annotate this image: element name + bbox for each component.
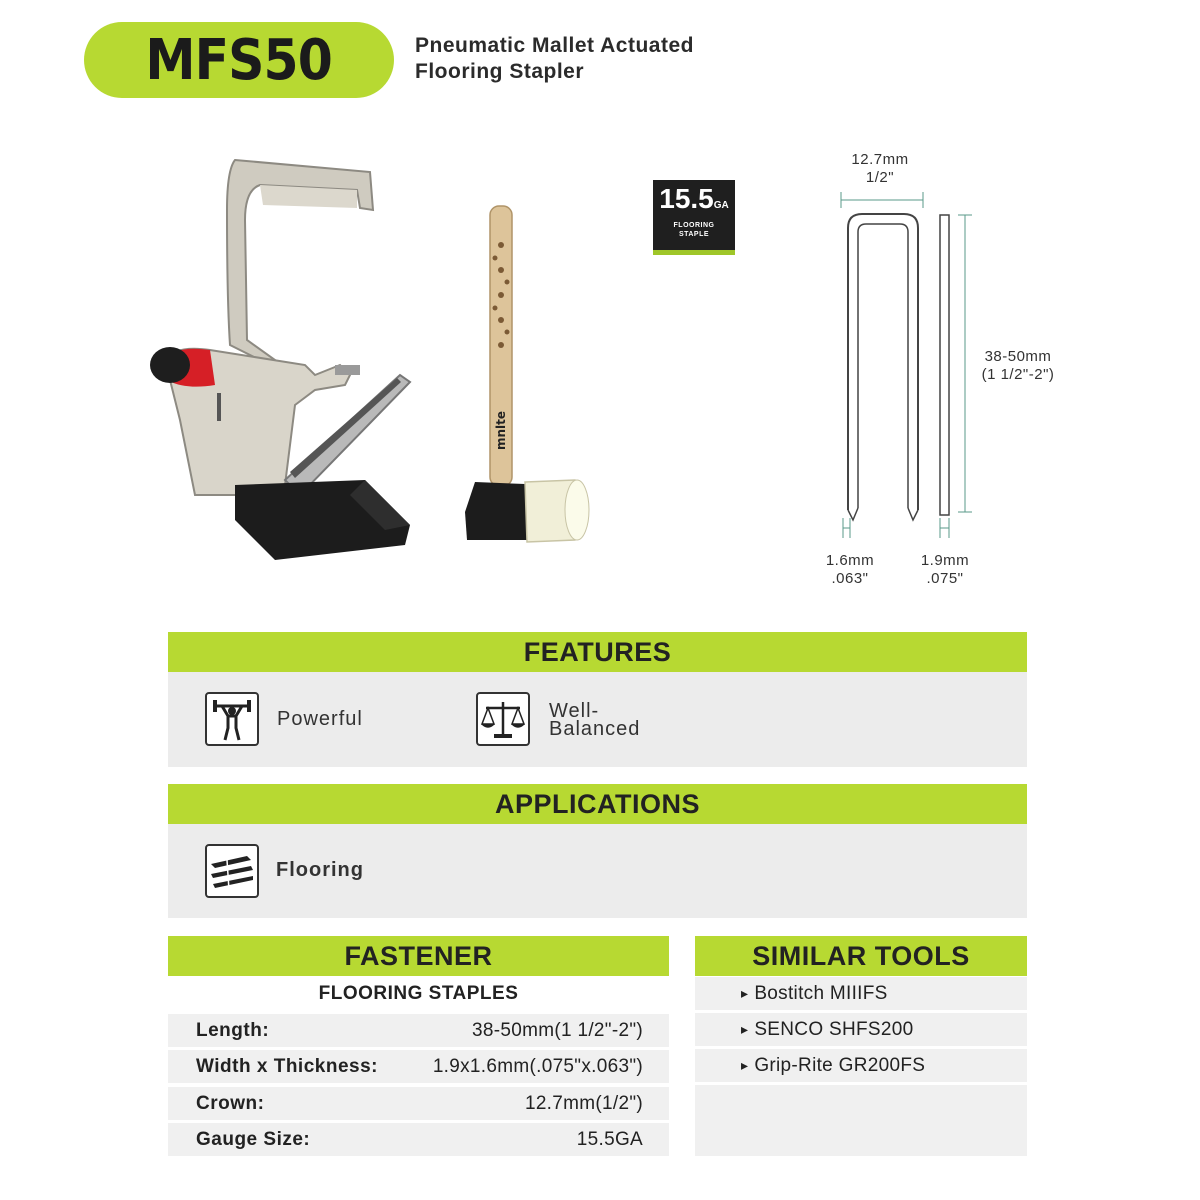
application-flooring-label: Flooring: [276, 859, 364, 881]
similar-tools-header: [695, 936, 1027, 976]
similar-tool-item: ▸ Grip-Rite GR200FS: [695, 1049, 1027, 1082]
similar-tools-title: SIMILAR TOOLS: [752, 940, 970, 971]
applications-header: [168, 784, 1027, 824]
gauge-line1: FLOORING: [673, 222, 715, 229]
similar-tool-item: ▸ Bostitch MIIIFS: [695, 977, 1027, 1010]
fastener-header: [168, 936, 669, 976]
gauge-line2: STAPLE: [678, 231, 710, 238]
flooring-planks-icon: [205, 844, 259, 898]
product-title-line2: Flooring Stapler: [415, 60, 585, 83]
feature-powerful-label: Powerful: [277, 708, 363, 730]
product-title: [415, 33, 795, 85]
mallet-brand-text: mnlte: [494, 410, 508, 450]
gauge-number: 15.5GA: [659, 183, 729, 214]
fastener-row-gauge: Gauge Size: 15.5GA: [168, 1123, 669, 1156]
fastener-type-label: FLOORING STAPLES: [318, 982, 519, 1004]
balance-scale-icon: [476, 692, 530, 746]
fastener-row-crown: Crown: 12.7mm(1/2"): [168, 1087, 669, 1120]
weightlifter-icon: [205, 692, 259, 746]
length-dimension-label: 38-50mm (1 1/2"-2"): [981, 348, 1055, 383]
product-title-line1: Pneumatic Mallet Actuated: [415, 34, 694, 57]
flooring-stapler-image: [135, 150, 425, 570]
features-header: [168, 632, 1027, 672]
similar-tools-empty-area: [695, 1085, 1027, 1156]
model-name: MFS50: [145, 27, 333, 93]
gauge-badge: [653, 180, 735, 255]
features-title: FEATURES: [523, 636, 672, 667]
fastener-row-width: Width x Thickness: 1.9x1.6mm(.075"x.063"): [168, 1050, 669, 1083]
width-dimension-label: 1.9mm .075": [920, 552, 970, 587]
fastener-row-length: Length: 38-50mm(1 1/2"-2"): [168, 1014, 669, 1047]
model-badge: [84, 22, 394, 98]
feature-balanced-label: Well- Balanced: [549, 700, 641, 740]
fastener-type: [168, 976, 669, 1011]
fastener-title: FASTENER: [344, 940, 493, 971]
similar-tool-item: ▸ SENCO SHFS200: [695, 1013, 1027, 1046]
rubber-mallet-image: [455, 200, 595, 550]
thickness-dimension-label: 1.6mm .063": [825, 552, 875, 587]
crown-dimension-label: 12.7mm 1/2": [851, 151, 909, 186]
gauge-unit: GA: [713, 200, 729, 211]
applications-title: APPLICATIONS: [494, 788, 700, 819]
